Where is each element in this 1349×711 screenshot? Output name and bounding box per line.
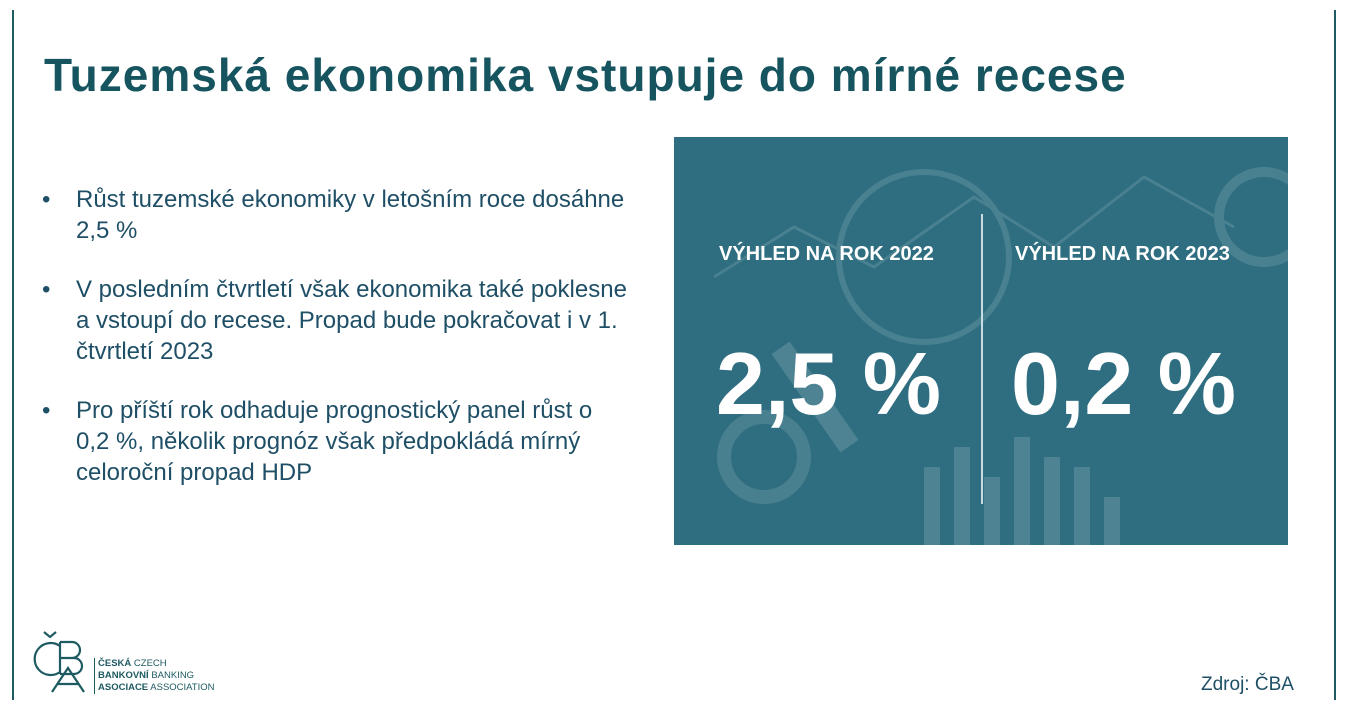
logo-word-en: BANKING bbox=[151, 670, 195, 681]
logo-word-cz: BANKOVNÍ bbox=[98, 670, 149, 681]
bullet-dot: • bbox=[42, 186, 51, 213]
cba-monogram bbox=[30, 628, 92, 694]
outlook-heading: VÝHLED NA ROK 2023 bbox=[1015, 243, 1230, 265]
bullet-item bbox=[42, 395, 632, 488]
bullet-text: Pro příští rok odhaduje prognostický panel růst o 0,2 %, několik prognóz však předpokládá mírný celoroční propad HDP bbox=[76, 397, 593, 486]
bullet-text: Růst tuzemské ekonomiky v letošním roce dosáhne 2,5 % bbox=[76, 186, 625, 244]
outlook-value: 0,2 % bbox=[1011, 334, 1237, 433]
bullet-dot: • bbox=[42, 276, 51, 303]
bullet-item bbox=[42, 184, 632, 246]
logo-word-en: ASSOCIATION bbox=[150, 682, 215, 693]
outlook-value: 2,5 % bbox=[716, 334, 942, 433]
outlook-panel bbox=[674, 137, 1288, 545]
bullet-item bbox=[42, 274, 632, 367]
cba-wordmark bbox=[94, 658, 215, 694]
logo-word-cz: ASOCIACE bbox=[98, 682, 149, 693]
bullet-text: V posledním čtvrtletí však ekonomika také poklesne a vstoupí do recese. Propad bude pokračovat i v 1. čtvrtletí 2023 bbox=[76, 276, 627, 365]
outlook-2023 bbox=[983, 137, 1288, 545]
frame-line-left bbox=[12, 10, 14, 700]
logo-word-en: CZECH bbox=[133, 658, 167, 669]
source-note: Zdroj: ČBA bbox=[1201, 674, 1294, 695]
bullet-dot: • bbox=[42, 397, 51, 424]
outlook-heading: VÝHLED NA ROK 2022 bbox=[719, 243, 934, 265]
frame-line-right bbox=[1334, 10, 1336, 700]
bullet-list bbox=[42, 184, 632, 516]
logo-word-cz: ČESKÁ bbox=[98, 658, 132, 669]
outlook-2022 bbox=[674, 137, 981, 545]
slide-title: Tuzemská ekonomika vstupuje do mírné recese bbox=[44, 49, 1127, 101]
cba-logo bbox=[30, 628, 220, 694]
